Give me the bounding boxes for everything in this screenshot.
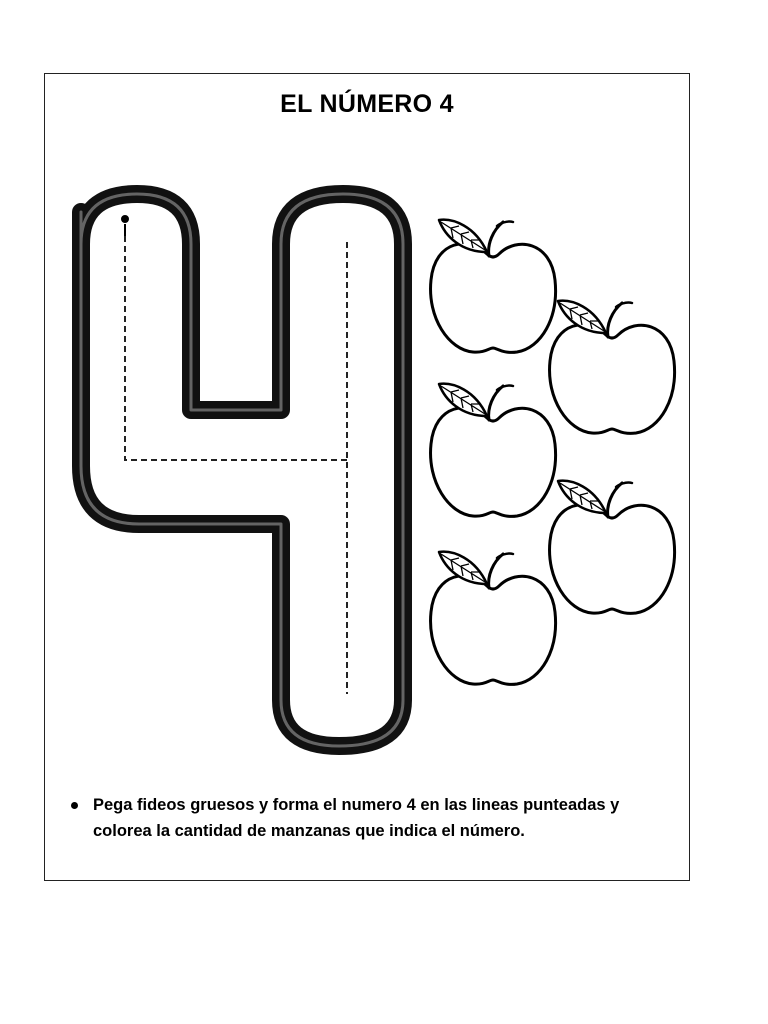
apple-icon (550, 481, 675, 614)
instructions-list (63, 792, 673, 844)
dotted-trace-guide (121, 215, 347, 694)
apple-icon (431, 220, 556, 353)
apple-icon (550, 301, 675, 434)
worksheet-frame (44, 73, 690, 881)
instruction-text: Pega fideos gruesos y forma el numero 4 en las lineas punteadas y colorea la cantidad de manzanas que indica el número. (93, 796, 620, 840)
bullet-icon (71, 802, 78, 809)
apple-icon (431, 384, 556, 517)
instruction-item (63, 792, 673, 844)
page-title: EL NÚMERO 4 (280, 90, 454, 118)
apple-icon (431, 552, 556, 685)
number-four-outline-icon (81, 194, 403, 746)
worksheet-illustration (45, 74, 691, 882)
